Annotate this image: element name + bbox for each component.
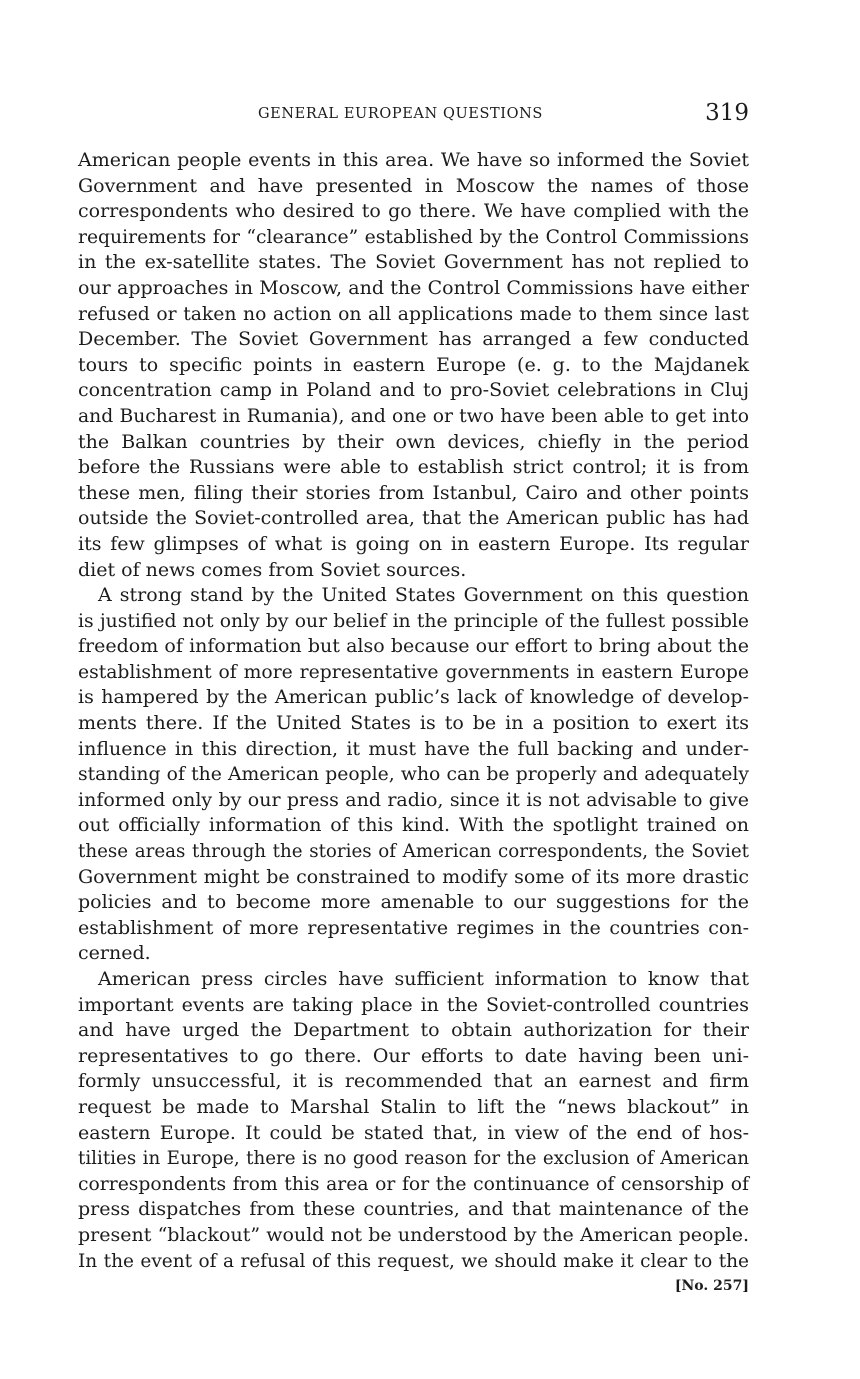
document-number: [No. 257] — [674, 1278, 749, 1294]
body-text — [78, 148, 749, 1274]
text-line: correspondents who desired to go there. We have complied with the — [78, 200, 749, 223]
text-line: standing of the American people, who can be properly and adequately — [78, 764, 749, 786]
text-line: before the Russians were able to establish strict control; it is from — [78, 456, 749, 479]
text-line: American press circles have sufficient information to know that — [98, 968, 749, 990]
text-line: is justified not only by our belief in the principle of the fullest possible — [78, 610, 749, 632]
page-number: 319 — [705, 100, 749, 126]
text-line: A strong stand by the United States Government on this question — [98, 584, 749, 607]
text-line: concentration camp in Poland and to pro-Soviet celebrations in Cluj — [78, 379, 749, 402]
text-line: outside the Soviet-controlled area, that the American public has had — [78, 507, 749, 530]
text-line: correspondents from this area or for the continuance of censorship of — [78, 1173, 749, 1195]
text-line: representatives to go there. Our efforts to date having been uni- — [78, 1044, 749, 1067]
text-line: tilities in Europe, there is no good reason for the exclusion of American — [78, 1148, 749, 1170]
text-line: Government and have presented in Moscow the names of those — [78, 174, 749, 197]
text-line: its few glimpses of what is going on in eastern Europe. Its regular — [78, 532, 749, 555]
text-line: these men, filing their stories from Istanbul, Cairo and other points — [78, 481, 749, 504]
text-line: in the ex-satellite states. The Soviet Government has not replied to — [78, 251, 749, 274]
text-line: and Bucharest in Rumania), and one or two have been able to get into — [78, 405, 749, 427]
text-line: Government might be constrained to modify some of its more drastic — [78, 865, 749, 888]
text-line: important events are taking place in the Soviet-controlled countries — [78, 993, 749, 1016]
text-line: refused or taken no action on all applications made to them since last — [78, 303, 749, 325]
text-line: these areas through the stories of American correspondents, the Soviet — [78, 841, 749, 863]
text-line: eastern Europe. It could be stated that, in view of the end of hos- — [78, 1121, 749, 1144]
running-head: GENERAL EUROPEAN QUESTIONS — [258, 106, 543, 122]
text-line: establishment of more representative governments in eastern Europe — [78, 661, 749, 683]
text-line: press dispatches from these countries, and that maintenance of the — [78, 1198, 749, 1221]
text-line: our approaches in Moscow, and the Control Commissions have either — [78, 276, 749, 299]
text-line: policies and to become more amenable to our suggestions for the — [78, 891, 749, 914]
text-line: and have urged the Department to obtain authorization for their — [78, 1019, 749, 1042]
text-line: cerned. — [78, 942, 151, 965]
text-line: December. The Soviet Government has arranged a few conducted — [78, 328, 749, 351]
text-line: influence in this direction, it must have the full backing and under- — [78, 737, 749, 760]
paragraph — [78, 583, 749, 967]
text-line: establishment of more representative regimes in the countries con- — [78, 916, 749, 939]
text-line: out officially information of this kind. With the spotlight trained on — [78, 814, 749, 837]
text-line: tours to specific points in eastern Europe (e. g. to the Majdanek — [78, 353, 749, 376]
text-line: requirements for “clearance” established by the Control Commissions — [78, 226, 749, 248]
text-line: diet of news comes from Soviet sources. — [78, 558, 467, 581]
paragraph — [78, 148, 749, 583]
paragraph — [78, 967, 749, 1274]
text-line: present “blackout” would not be understood by the American people. — [78, 1223, 749, 1246]
text-line: request be made to Marshal Stalin to lift the “news blackout” in — [78, 1095, 749, 1118]
text-line: ments there. If the United States is to be in a position to exert its — [78, 712, 749, 735]
text-line: formly unsuccessful, it is recommended that an earnest and firm — [78, 1070, 749, 1093]
text-line: the Balkan countries by their own devices, chiefly in the period — [78, 430, 749, 453]
text-line: American people events in this area. We have so informed the Soviet — [78, 149, 749, 171]
text-line: In the event of a refusal of this request, we should make it clear to the — [78, 1250, 749, 1272]
text-line: is hampered by the American public’s lack of knowledge of develop- — [78, 686, 749, 709]
page-header — [78, 102, 749, 128]
text-line: freedom of information but also because our effort to bring about the — [78, 635, 749, 658]
text-line: informed only by our press and radio, since it is not advisable to give — [78, 788, 749, 811]
